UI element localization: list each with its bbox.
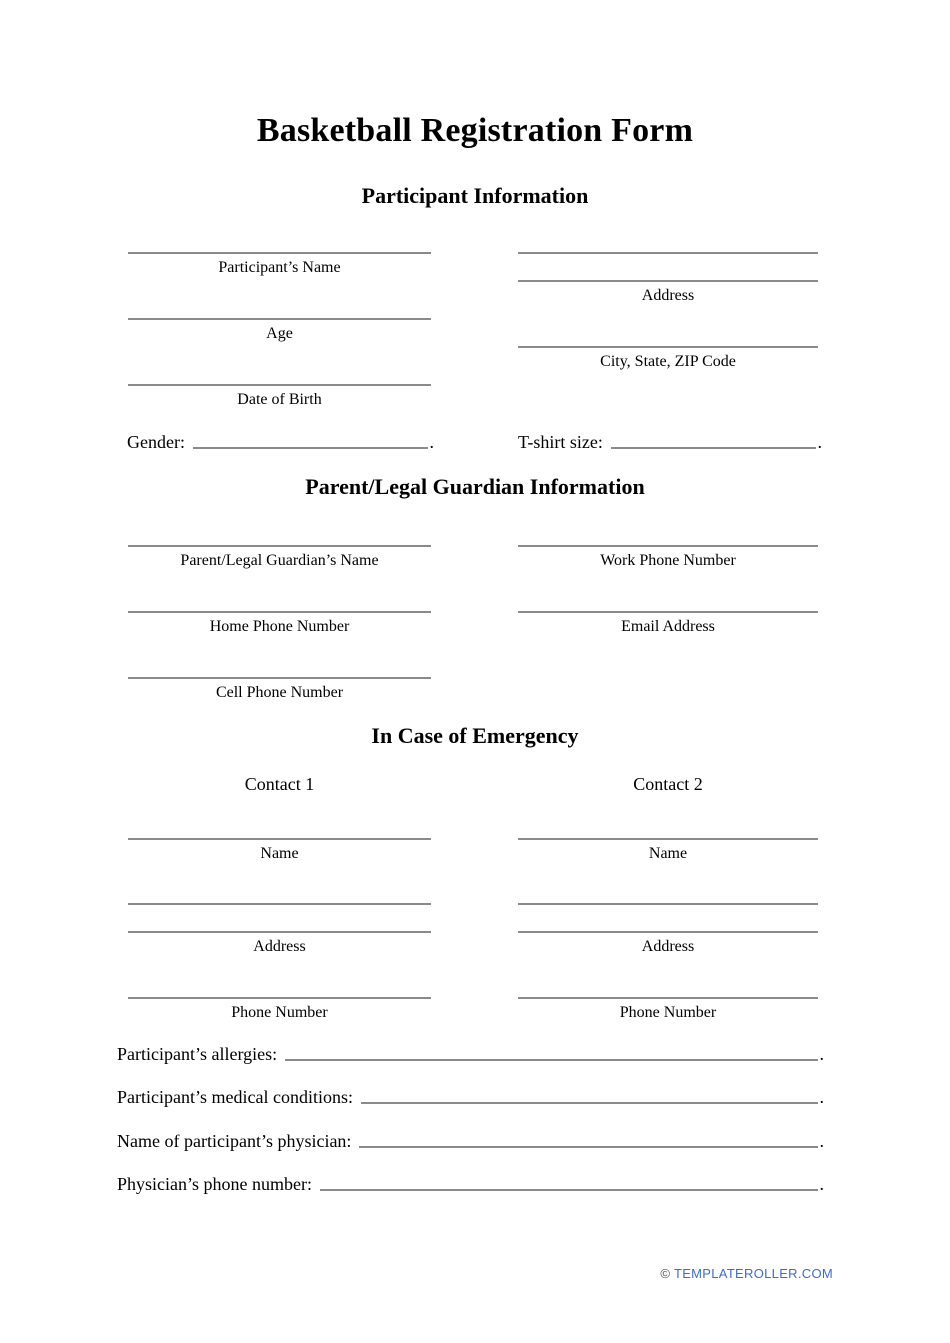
medical-conditions-blank[interactable] bbox=[361, 1102, 818, 1104]
tshirt-size-field bbox=[518, 432, 822, 453]
gender-label: Gender: bbox=[127, 432, 185, 452]
age-label: Age bbox=[266, 325, 293, 342]
section-heading-emergency: In Case of Emergency bbox=[371, 723, 579, 748]
email-field bbox=[518, 611, 818, 636]
copyright-symbol: © bbox=[660, 1266, 671, 1281]
address-field bbox=[518, 252, 818, 305]
contact1-name-field bbox=[128, 838, 431, 863]
physician-name-label: Name of participant’s physician: bbox=[117, 1131, 352, 1151]
city-state-zip-label: City, State, ZIP Code bbox=[600, 353, 736, 370]
tshirt-size-blank[interactable] bbox=[611, 447, 816, 449]
tshirt-size-label: T-shirt size: bbox=[518, 432, 603, 452]
allergies-field bbox=[117, 1044, 824, 1065]
footer bbox=[660, 1266, 833, 1281]
participant-name-field bbox=[128, 252, 431, 277]
dob-field bbox=[128, 384, 431, 409]
gender-blank[interactable] bbox=[193, 447, 428, 449]
contact2-address-label: Address bbox=[641, 938, 695, 955]
contact1-phone-label: Phone Number bbox=[231, 1004, 328, 1021]
contact2-address-line-1[interactable] bbox=[518, 903, 818, 905]
gender-field bbox=[127, 432, 434, 453]
contact1-heading: Contact 1 bbox=[244, 774, 315, 794]
medical-conditions-field bbox=[117, 1087, 824, 1108]
contact1-address-label: Address bbox=[253, 938, 306, 955]
address-label: Address bbox=[641, 287, 695, 304]
period: . bbox=[819, 1087, 824, 1107]
period: . bbox=[819, 1131, 824, 1151]
home-phone-field bbox=[128, 611, 431, 636]
work-phone-field bbox=[518, 545, 818, 570]
age-field bbox=[128, 318, 431, 343]
period: . bbox=[819, 1174, 824, 1194]
cell-phone-label: Cell Phone Number bbox=[215, 684, 344, 701]
physician-phone-label: Physician’s phone number: bbox=[117, 1174, 312, 1194]
physician-phone-blank[interactable] bbox=[320, 1189, 818, 1191]
address-line-1[interactable] bbox=[518, 252, 818, 254]
home-phone-label: Home Phone Number bbox=[209, 618, 350, 635]
physician-name-blank[interactable] bbox=[359, 1146, 817, 1148]
email-label: Email Address bbox=[621, 618, 715, 635]
physician-name-field bbox=[117, 1131, 824, 1152]
guardian-name-field bbox=[128, 545, 431, 570]
contact2-heading: Contact 2 bbox=[633, 774, 703, 794]
participant-name-label: Participant’s Name bbox=[218, 259, 341, 276]
period: . bbox=[817, 432, 822, 452]
medical-conditions-label: Participant’s medical conditions: bbox=[117, 1087, 353, 1107]
section-heading-participant: Participant Information bbox=[361, 183, 589, 208]
contact2-address-field bbox=[518, 903, 818, 956]
contact2-phone-label: Phone Number bbox=[619, 1004, 717, 1021]
period: . bbox=[429, 432, 434, 452]
contact2-name-label: Name bbox=[648, 845, 688, 862]
contact1-name-label: Name bbox=[260, 845, 299, 862]
work-phone-label: Work Phone Number bbox=[600, 552, 736, 569]
city-state-zip-field bbox=[518, 346, 818, 371]
footer-link[interactable]: TEMPLATEROLLER.COM bbox=[673, 1266, 833, 1281]
period: . bbox=[819, 1044, 824, 1064]
cell-phone-field bbox=[128, 677, 431, 702]
guardian-name-label: Parent/Legal Guardian’s Name bbox=[180, 552, 379, 569]
physician-phone-field bbox=[117, 1174, 824, 1195]
contact1-phone-field bbox=[128, 997, 431, 1022]
contact2-name-field bbox=[518, 838, 818, 863]
allergies-label: Participant’s allergies: bbox=[117, 1044, 278, 1064]
contact1-address-field bbox=[128, 903, 431, 956]
allergies-blank[interactable] bbox=[285, 1059, 817, 1061]
contact2-phone-field bbox=[518, 997, 818, 1022]
dob-label: Date of Birth bbox=[237, 391, 322, 408]
section-heading-guardian: Parent/Legal Guardian Information bbox=[305, 474, 645, 499]
contact1-address-line-1[interactable] bbox=[128, 903, 431, 905]
page-title: Basketball Registration Form bbox=[256, 112, 694, 149]
